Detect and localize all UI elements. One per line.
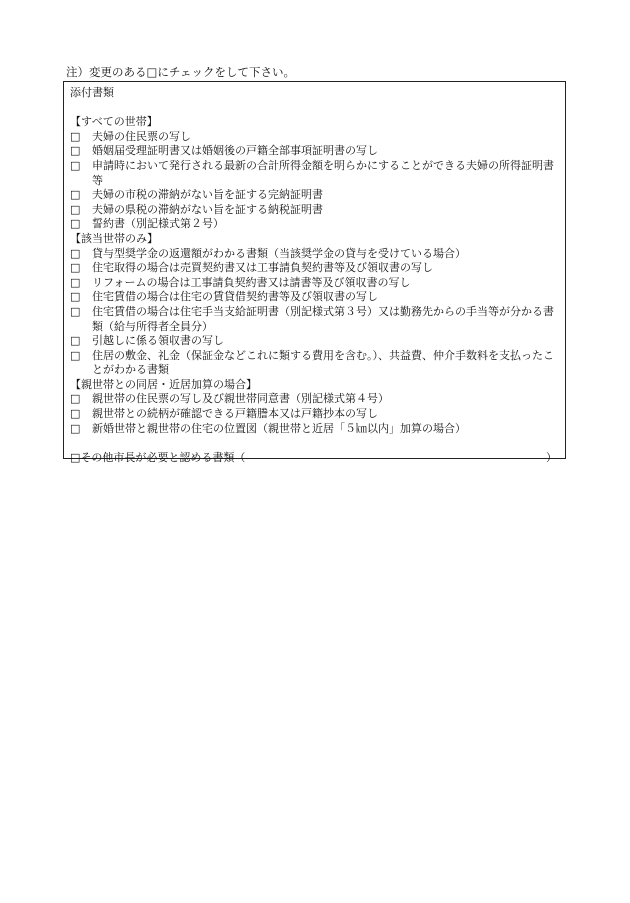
checkbox[interactable]: □ (70, 348, 81, 362)
checkbox[interactable]: □ (70, 304, 81, 318)
checklist-item-label: 婚姻届受理証明書又は婚姻後の戸籍全部事項証明書の写し (92, 144, 378, 158)
checklist-item[interactable] (70, 290, 559, 305)
checkbox[interactable]: □ (70, 144, 81, 158)
checkbox[interactable]: □ (70, 246, 81, 260)
checklist-item[interactable] (70, 261, 559, 276)
checklist-item[interactable] (70, 188, 559, 203)
checkbox[interactable]: □ (70, 129, 81, 143)
other-documents-label: □その他市長が必要と認める書類（ (70, 450, 246, 464)
checklist-item-label: 住居の敷金、礼金（保証金などこれに類する費用を含む。）、共益費、仲介手数料を支払ったことがわかる書類 (92, 348, 554, 377)
checkbox[interactable]: □ (70, 188, 81, 202)
checkbox[interactable]: □ (70, 334, 81, 348)
checkbox[interactable]: □ (70, 261, 81, 275)
checklist-item-label: 申請時において発行される最新の合計所得金額を明らかにすることができる夫婦の所得証明書等 (92, 158, 554, 187)
checklist-item-label: 夫婦の市税の滞納がない旨を証する完納証明書 (92, 188, 323, 202)
checkbox[interactable]: □ (70, 290, 81, 304)
checklist-item-label: 親世帯との続柄が確認できる戸籍謄本又は戸籍抄本の写し (92, 407, 378, 421)
checklist-item[interactable] (70, 407, 559, 422)
checklist-item-label: 夫婦の住民票の写し (92, 129, 191, 143)
checklist-item[interactable] (70, 130, 559, 145)
checkbox[interactable]: □ (70, 202, 81, 216)
attachment-sections (70, 115, 559, 436)
checkbox[interactable]: □ (70, 407, 81, 421)
spacer (70, 436, 559, 451)
checkbox[interactable]: □ (70, 158, 81, 172)
checklist-item[interactable] (70, 276, 559, 291)
checklist-item[interactable] (70, 392, 559, 407)
checklist-item-label: リフォームの場合は工事請負契約書又は請書等及び領収書の写し (92, 275, 411, 289)
checklist-item[interactable] (70, 159, 559, 188)
checklist-item[interactable] (70, 334, 559, 349)
section-title: 【すべての世帯】 (70, 115, 158, 129)
checklist-item-label: 引越しに係る領収書の写し (92, 334, 224, 348)
checklist-item[interactable] (70, 144, 559, 159)
other-documents-close: ） (546, 450, 557, 464)
section-title: 【親世帯との同居・近居加算の場合】 (70, 377, 257, 391)
checkbox[interactable]: □ (70, 217, 81, 231)
checklist-item-label: 夫婦の県税の滞納がない旨を証する納税証明書 (92, 202, 323, 216)
checklist-item-label: 住宅賃借の場合は住宅の賃貸借契約書等及び領収書の写し (92, 290, 378, 304)
other-documents-row[interactable] (70, 451, 559, 466)
checklist-item[interactable] (70, 217, 559, 232)
checklist-item[interactable] (70, 247, 559, 262)
checklist-item[interactable] (70, 422, 559, 437)
checklist-item-label: 誓約書（別記様式第２号） (92, 217, 224, 231)
checkbox[interactable]: □ (70, 275, 81, 289)
checklist-item[interactable] (70, 305, 559, 334)
checklist-item-label: 住宅取得の場合は売買契約書又は工事請負契約書等及び領収書の写し (92, 261, 433, 275)
instruction-note: 注）変更のある□にチェックをして下さい。 (66, 65, 296, 79)
checklist-item-label: 親世帯の住民票の写し及び親世帯同意書（別記様式第４号） (92, 392, 389, 406)
attachments-box (63, 81, 566, 464)
checkbox[interactable]: □ (70, 421, 81, 435)
checklist-item-label: 貸与型奨学金の返還額がわかる書類（当該奨学金の貸与を受けている場合） (92, 246, 466, 260)
checkbox[interactable]: □ (70, 392, 81, 406)
checklist-item[interactable] (70, 349, 559, 378)
attachments-title: 添付書類 (70, 86, 114, 99)
checklist-item[interactable] (70, 203, 559, 218)
section-title: 【該当世帯のみ】 (70, 231, 158, 245)
checklist-item-label: 住宅賃借の場合は住宅手当支給証明書（別記様式第３号）又は勤務先からの手当等が分かる書類（給与所得者全員分） (92, 304, 554, 333)
checklist-item-label: 新婚世帯と親世帯の住宅の位置図（親世帯と近居「５㎞以内」加算の場合） (92, 421, 466, 435)
